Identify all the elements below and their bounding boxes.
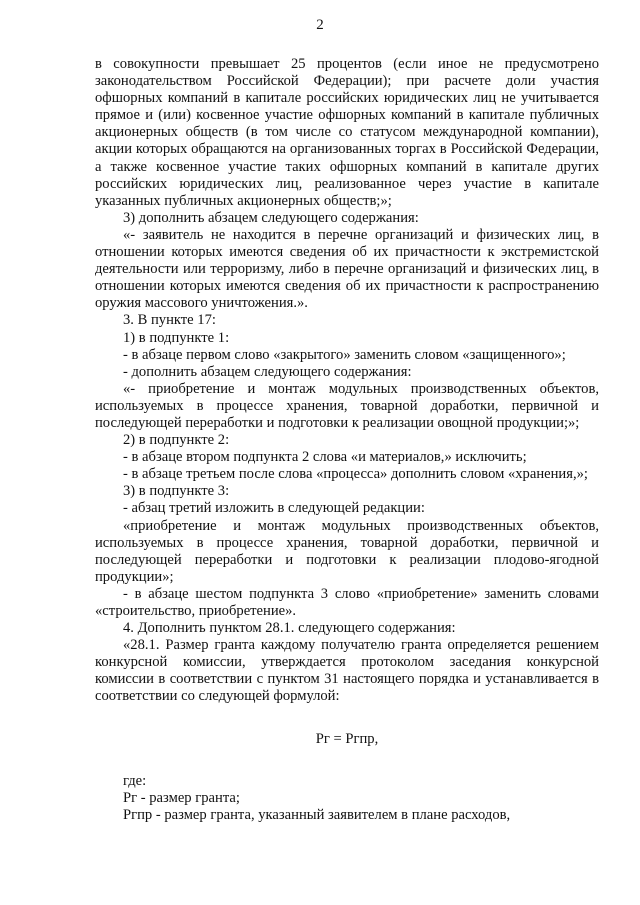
paragraph: 2) в подпункте 2: — [123, 432, 230, 449]
formula: Рг = Ргпр, — [315, 730, 379, 747]
paragraph: - в абзаце втором подпункта 2 слова «и материалов,» исключить; — [123, 449, 527, 466]
paragraph: «приобретение и монтаж модульных производственных объектов, используемых в процессе хранения, товарной доработки, первичной и последующей переработки и подготовки к реализации плодово-ягодной продукции»; — [95, 517, 599, 585]
document-body — [95, 56, 599, 824]
page-number: 2 — [316, 17, 324, 33]
paragraph: «- заявитель не находится в перечне организаций и физических лиц, в отношении которых имеются сведения об их причастности к экстремистской деятельности или терроризму, либо в перечне организаций и физических лиц, в отношении которых имеются сведения об их причастности к распространению оружия массового уничтожения.». — [95, 226, 599, 312]
paragraph: 3) в подпункте 3: — [123, 483, 230, 500]
paragraph: - дополнить абзацем следующего содержания: — [123, 363, 412, 380]
paragraph: 4. Дополнить пунктом 28.1. следующего содержания: — [123, 620, 456, 637]
paragraph: «28.1. Размер гранта каждому получателю гранта определяется решением конкурсной комиссии, утверждается протоколом заседания конкурсной комиссии в соответствии с пунктом 31 настоящего порядка и устанавливается в соответствии со следующей формулой: — [95, 637, 599, 705]
paragraph: 1) в подпункте 1: — [123, 329, 230, 346]
paragraph: «- приобретение и монтаж модульных производственных объектов, используемых в процессе хранения, товарной доработки, первичной и последующей переработки и подготовки к реализации овощной продукции;»; — [95, 380, 599, 431]
paragraph: 3) дополнить абзацем следующего содержания: — [123, 209, 419, 226]
paragraph: - в абзаце первом слово «закрытого» заменить словом «защищенного»; — [123, 346, 566, 363]
paragraph: - в абзаце третьем после слова «процесса» дополнить словом «хранения,»; — [123, 466, 588, 483]
paragraph: - абзац третий изложить в следующей редакции: — [123, 500, 425, 517]
paragraph: где: — [123, 772, 147, 789]
paragraph: Рг - размер гранта; — [123, 789, 240, 806]
paragraph: в совокупности превышает 25 процентов (если иное не предусмотрено законодательством Российской Федерации); при расчете доли участия офшорных компаний в капитале российских юридических лиц не учитывается прямое и (или) косвенное участие офшорных компаний в капитале публичных акционерных обществ (в том числе со статусом международной компании), акции которых обращаются на организованных торгах в Российской Федерации, а также косвенное участие таких офшорных компаний в капитале других российских юридических лиц, реализованное через участие в капитале указанных публичных акционерных обществ;»; — [95, 56, 599, 209]
paragraph: Ргпр - размер гранта, указанный заявителем в плане расходов, — [123, 806, 511, 823]
paragraph: - в абзаце шестом подпункта 3 слово «приобретение» заменить словами «строительство, приобретение». — [95, 585, 599, 619]
paragraph: 3. В пункте 17: — [123, 312, 216, 329]
